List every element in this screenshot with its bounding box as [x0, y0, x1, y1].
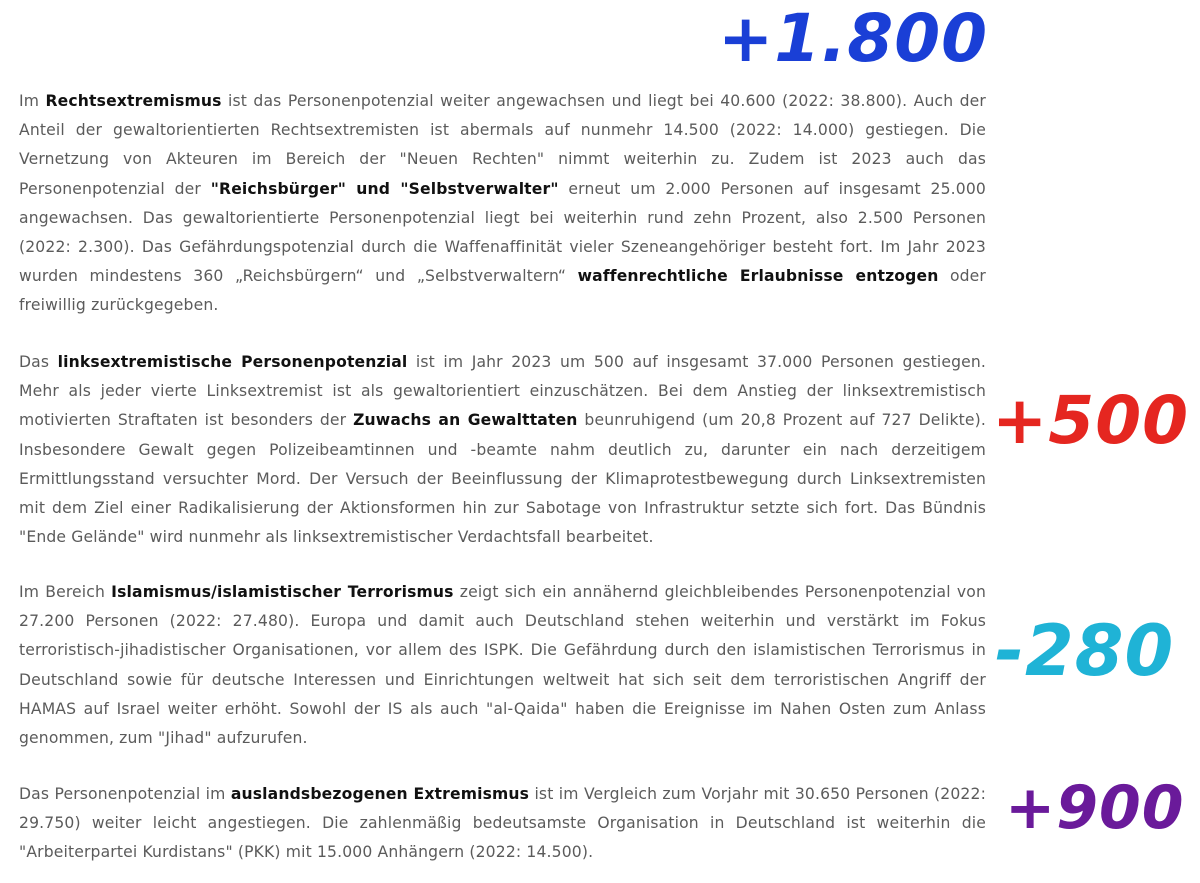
handwritten-annotation-rightwing: +1.800 — [718, 0, 989, 77]
paragraph-rightwing-extremism — [19, 87, 986, 321]
text-segment: erneut um 2.000 Personen auf insgesamt 25.000 angewachsen. Das gewaltorientierte Personenpotenzial liegt bei weiterhin rund zehn Prozent, also 2.500 Personen (2022: 2.300). Das Gefährdungspotenzial durch die Waffenaffinität vieler Szeneangehöriger besteht fort. Im Jahr 2023 wurden mindestens 360 „Reichsbürgern“ und „Selbstverwaltern“ — [19, 179, 986, 286]
text-segment: ist im Vergleich zum Vorjahr mit 30.650 Personen (2022: 29.750) weiter leicht angestiegen. Die zahlenmäßig bedeutsamste Organisation in Deutschland ist weiterhin die "Arbeiterpartei Kurdistans" (PKK) mit 15.000 Anhängern (2022: 14.500). — [19, 785, 986, 862]
bold-term-waffenrecht: waffenrechtliche Erlaubnisse entzogen — [577, 267, 939, 286]
paragraph-leftwing-extremism — [19, 348, 986, 552]
text-segment: Im — [19, 92, 46, 110]
paragraph-islamism — [19, 578, 986, 753]
text-segment: ist im Jahr 2023 um 500 auf insgesamt 37.000 Personen gestiegen. Mehr als jeder vierte Linksextremist ist als gewaltorientiert einzuschätzen. Bei dem Anstieg der linksextremistisch motivierten Straftaten ist besonders der — [19, 353, 987, 430]
bold-term-islamismus: Islamismus/islamistischer Terrorismus — [111, 583, 454, 601]
text-segment: beunruhigend (um 20,8 Prozent auf 727 Delikte). Insbesondere Gewalt gegen Polizeibeamtinnen und -beamte nahm deutlich zu, darunter ein nach derzeitigem Ermittlungsstand versuchter Mord. Der Versuch der Beeinflussung der Klimaprotestbewegung durch Linksextremisten mit dem Ziel einer Radikalisierung der Aktionsformen hin zur Sabotage von Infrastruktur setzte sich fort. Das Bündnis "Ende Gelände" wird nunmehr als linksextremistischer Verdachtsfall bearbeitet. — [19, 411, 986, 547]
text-segment: ist das Personenpotenzial weiter angewachsen und liegt bei 40.600 (2022: 38.800). Auch der Anteil der gewaltorientierten Rechtsextremisten ist abermals auf nunmehr 14.500 (2022: 14.000) gestiegen. Die Vernetzung von Akteuren im Bereich der "Neuen Rechten" nimmt weiterhin zu. Zudem ist 2023 auch das Personenpotenzial der — [19, 92, 986, 198]
text-segment: oder freiwillig zurückgegeben. — [19, 267, 986, 315]
bold-term-gewalttaten: Zuwachs an Gewalttaten — [353, 411, 578, 430]
bold-term-reichsbuerger: "Reichsbürger" und "Selbstverwalter" — [210, 179, 559, 198]
bold-term-linksextremistisch: linksextremistische Personenpotenzial — [57, 353, 408, 371]
handwritten-annotation-islamism: -280 — [995, 610, 1175, 692]
bold-term-auslandsbezogen: auslandsbezogenen Extremismus — [230, 785, 530, 803]
handwritten-annotation-leftwing: +500 — [992, 382, 1190, 459]
handwritten-annotation-foreign-extremism: +900 — [1005, 773, 1185, 843]
bold-term-rechtsextremismus: Rechtsextremismus — [45, 92, 222, 110]
paragraph-foreign-extremism — [19, 780, 986, 868]
text-segment: zeigt sich ein annähernd gleichbleibendes Personenpotenzial von 27.200 Personen (2022: 27.480). Europa und damit auch Deutschland stehen weiterhin und verstärkt im Fokus terroristisch-jihadistischer Organisationen, vor allem des ISPK. Die Gefährdung durch den islamistischen Terrorismus in Deutschland sowie für deutsche Interessen und Einrichtungen weltweit hat sich seit dem terroristischen Angriff der HAMAS auf Israel weiter erhöht. Sowohl der IS als auch "al-Qaida" haben die Ereignisse im Nahen Osten zum Anlass genommen, zum "Jihad" aufzurufen. — [19, 583, 986, 748]
text-segment: Im Bereich — [19, 583, 112, 601]
text-segment: Das — [19, 353, 58, 371]
text-segment: Das Personenpotenzial im — [19, 785, 231, 803]
